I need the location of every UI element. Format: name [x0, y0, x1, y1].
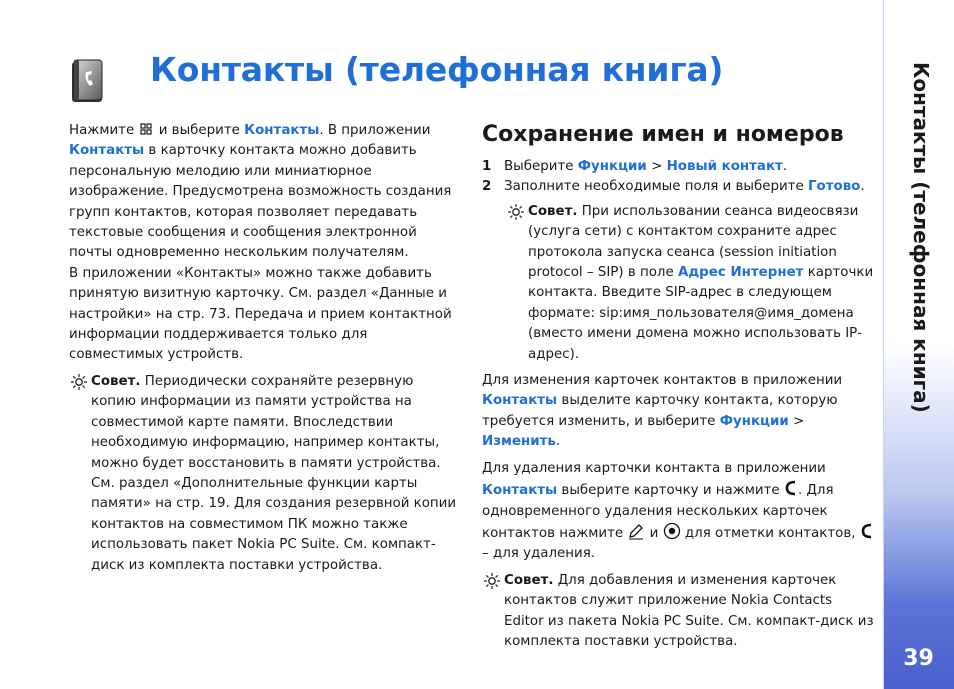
- paragraph-text: выберите карточку и нажмите: [561, 483, 780, 499]
- intro-text: . В приложении: [319, 123, 431, 138]
- intro-text: и выберите: [158, 123, 240, 138]
- keyword-internet-address: Адрес Интернет: [678, 265, 804, 281]
- tip-block-editor: [482, 571, 874, 653]
- step-1: [482, 157, 874, 177]
- keyword-contacts: Контакты: [69, 143, 145, 159]
- keyword-edit: Изменить: [482, 434, 556, 450]
- tip-bulb-icon: [70, 373, 88, 391]
- intro-paragraph: [69, 121, 461, 264]
- tip-text: Для добавления и изменения карточек контактов служит приложение Nokia Contacts Editor из пакета Nokia PC Suite. См. компакт-диск из комплекта поставки устройства.: [504, 572, 874, 649]
- punctuation: .: [555, 434, 561, 450]
- keyword-contacts: Контакты: [482, 393, 558, 409]
- step-number: 1: [482, 159, 492, 174]
- tip-bulb-icon: [483, 572, 501, 590]
- paragraph-text: . Для одновременного удаления нескольких карточек контактов нажмите: [482, 483, 834, 541]
- punctuation: .: [860, 179, 865, 195]
- tip-label: Совет.: [91, 373, 141, 389]
- tip-text: При использовании сеанса видеосвязи (услуга сети) с контактом сохраните адрес протокола запуска сеанса (session initiation protocol – SIP) в поле: [528, 203, 859, 281]
- step-number: 2: [482, 179, 492, 195]
- menu-separator: >: [793, 413, 805, 429]
- menu-key-icon: [138, 121, 154, 137]
- tip-label: Совет.: [504, 572, 554, 588]
- tip-text: Периодически сохраняйте резервную копию информации из памяти устройства на совместимой карте памяти. Впоследствии необходимую информацию, например контакты, можно будет восстановить в памяти устройства. См. раздел «Дополнительные функции карты памяти» на стр. 19. Для создания резервной копии контактов на совместимом ПК можно также использовать пакет Nokia PC Suite. См. компакт-диск из комплекта поставки устройства.: [91, 373, 457, 573]
- keyword-new-contact: Новый контакт: [666, 159, 783, 174]
- step-text: Выберите: [504, 159, 574, 174]
- step-text: Заполните необходимые поля и выберите: [504, 179, 804, 195]
- sidebar-chapter-title: Контакты (телефонная книга): [909, 62, 933, 413]
- step-2: [482, 177, 874, 197]
- left-column: [69, 121, 461, 576]
- delete-paragraph: [482, 459, 874, 565]
- edit-key-icon: [627, 524, 645, 540]
- contacts-book-icon: [70, 58, 106, 104]
- business-card-paragraph: В приложении «Контакты» можно также добавить принятую визитную карточку. См. раздел «Данные и настройки» на стр. 73. Передача и прием контактной информации поддерживается только для совместимых устройств.: [69, 265, 452, 363]
- keyword-done: Готово: [808, 179, 861, 195]
- paragraph-text: выделите карточку контакта, которую требуется изменить, и выберите: [482, 393, 838, 429]
- clear-key-icon: [784, 479, 798, 497]
- intro-text: Нажмите: [69, 123, 135, 138]
- paragraph-text: для отметки контактов,: [684, 525, 856, 541]
- paragraph-text: Для изменения карточек контактов в приложении: [482, 373, 843, 389]
- edit-paragraph: [482, 371, 874, 453]
- tip-block-sip: [504, 202, 874, 365]
- tip-text: карточки контакта. Введите SIP-адрес в следующем формате: sip:имя_пользователя@имя_домена (вместо имени домена можно использовать IP-адрес).: [528, 265, 874, 362]
- keyword-options: Функции: [577, 159, 647, 174]
- section-heading: Сохранение имен и номеров: [482, 122, 844, 147]
- tip-label: Совет.: [528, 203, 578, 219]
- right-column: [482, 121, 874, 652]
- paragraph-text: и: [649, 525, 659, 541]
- page-title: Контакты (телефонная книга): [150, 50, 724, 89]
- menu-separator: >: [651, 159, 663, 174]
- page-number: 39: [903, 646, 934, 671]
- tip-block: [69, 372, 461, 576]
- paragraph-text: – для удаления.: [482, 546, 596, 562]
- intro-text: в карточку контакта можно добавить персональную мелодию или миниатюрное изображение. Предусмотрена возможность создания групп контактов, которая позволяет передавать текстовые сообщения и сообщения электронной почты одновременно нескольким получателям.: [69, 143, 452, 261]
- scroll-key-icon: [663, 522, 681, 540]
- clear-key-icon: [860, 522, 874, 540]
- paragraph-text: Для удаления карточки контакта в приложении: [482, 460, 826, 476]
- keyword-contacts: Контакты: [244, 123, 320, 138]
- keyword-contacts: Контакты: [482, 483, 558, 499]
- keyword-options: Функции: [719, 413, 789, 429]
- tip-bulb-icon: [507, 203, 525, 221]
- punctuation: .: [782, 159, 788, 174]
